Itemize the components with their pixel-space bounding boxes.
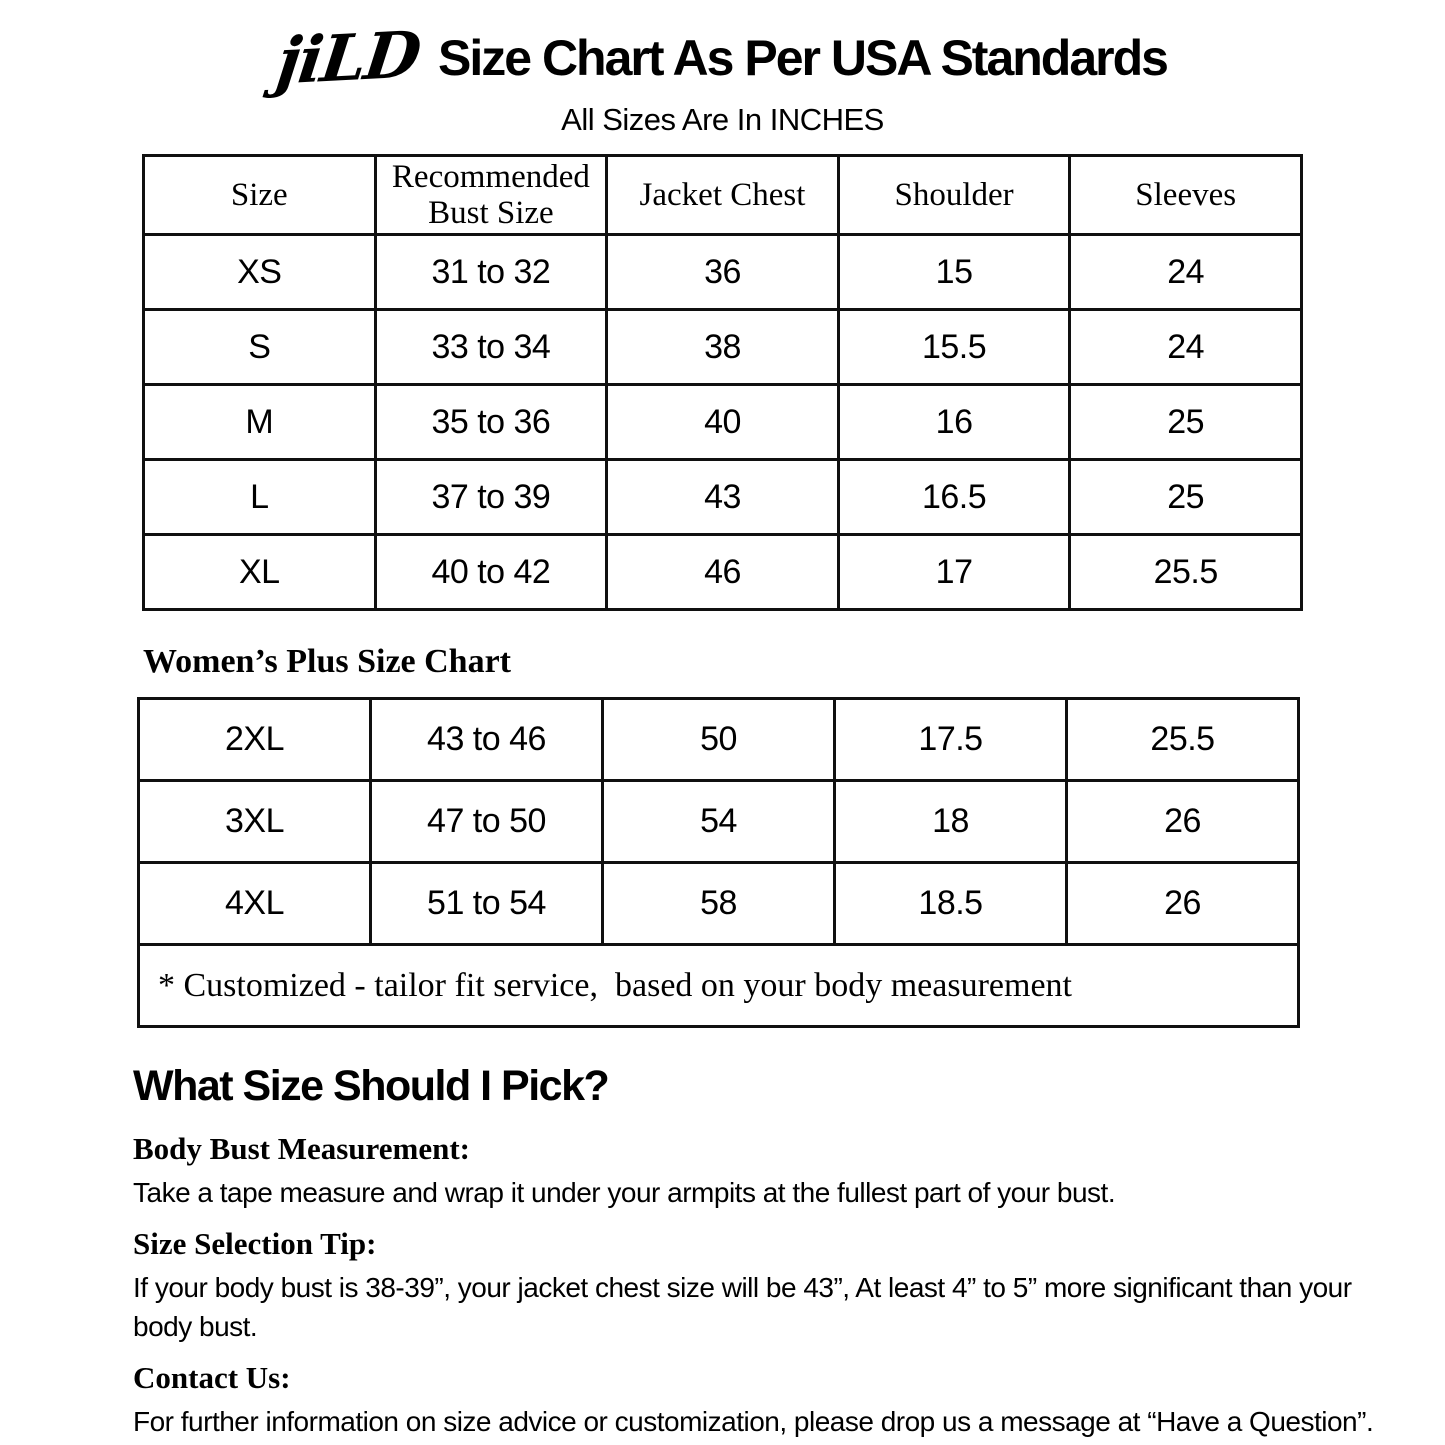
section-heading: Size Selection Tip: — [133, 1226, 377, 1261]
bust-cell: 40 to 42 — [375, 535, 607, 610]
table-header-row — [144, 156, 1302, 235]
shoulder-cell: 17.5 — [835, 699, 1067, 781]
section-text: Take a tape measure and wrap it under your armpits at the fullest part of your bust. — [133, 1177, 1116, 1208]
section-heading: Contact Us: — [133, 1360, 291, 1395]
jacket-chest-cell: 50 — [603, 699, 835, 781]
bust-cell: 35 to 36 — [375, 385, 607, 460]
section-size-selection-tip — [133, 1226, 1395, 1346]
sleeves-cell: 26 — [1067, 781, 1299, 863]
table-row-note — [139, 945, 1299, 1027]
shoulder-cell: 18.5 — [835, 863, 1067, 945]
section-body-bust-measurement — [133, 1131, 1395, 1212]
plus-size-chart-table — [137, 697, 1300, 1028]
sleeves-cell: 24 — [1070, 235, 1302, 310]
size-cell: XL — [144, 535, 376, 610]
jacket-chest-cell: 36 — [607, 235, 839, 310]
brand-logo: jiLD — [272, 16, 424, 100]
table-row-2xl — [139, 699, 1299, 781]
jacket-chest-cell: 58 — [603, 863, 835, 945]
plus-size-chart-title: Women’s Plus Size Chart — [143, 643, 512, 680]
jacket-chest-cell: 40 — [607, 385, 839, 460]
jacket-chest-cell: 43 — [607, 460, 839, 535]
column-header-sleeves: Sleeves — [1070, 156, 1302, 235]
sleeves-cell: 25 — [1070, 385, 1302, 460]
column-header-shoulder: Shoulder — [838, 156, 1070, 235]
column-header-size: Size — [144, 156, 376, 235]
shoulder-cell: 15 — [838, 235, 1070, 310]
column-header-bust: Recommended Bust Size — [375, 156, 607, 235]
table-row-xs — [144, 235, 1302, 310]
section-text: For further information on size advice or customization, please drop us a message at “Have a Question”. — [133, 1406, 1374, 1437]
page-header — [0, 0, 1445, 138]
size-cell: 2XL — [139, 699, 371, 781]
jacket-chest-cell: 46 — [607, 535, 839, 610]
jacket-chest-cell: 54 — [603, 781, 835, 863]
sleeves-cell: 25.5 — [1070, 535, 1302, 610]
page-title: Size Chart As Per USA Standards — [438, 30, 1167, 86]
customized-note: * Customized - tailor fit service, based on your body measurement — [139, 945, 1299, 1027]
table-row-xl — [144, 535, 1302, 610]
shoulder-cell: 17 — [838, 535, 1070, 610]
sleeves-cell: 25 — [1070, 460, 1302, 535]
sleeves-cell: 24 — [1070, 310, 1302, 385]
bust-cell: 47 to 50 — [371, 781, 603, 863]
size-cell: L — [144, 460, 376, 535]
table-row-4xl — [139, 863, 1299, 945]
table-row-m — [144, 385, 1302, 460]
size-cell: M — [144, 385, 376, 460]
section-contact-us — [133, 1360, 1395, 1441]
table-row-s — [144, 310, 1302, 385]
size-cell: XS — [144, 235, 376, 310]
jacket-chest-cell: 38 — [607, 310, 839, 385]
shoulder-cell: 18 — [835, 781, 1067, 863]
title-row — [0, 18, 1445, 98]
shoulder-cell: 16.5 — [838, 460, 1070, 535]
section-heading: Body Bust Measurement: — [133, 1131, 470, 1166]
guide-title: What Size Should I Pick? — [133, 1062, 609, 1110]
bust-cell: 51 to 54 — [371, 863, 603, 945]
section-text: body bust. — [133, 1311, 258, 1342]
section-text: If your body bust is 38-39”, your jacket chest size will be 43”, At least 4” to 5” more significant than your — [133, 1272, 1352, 1303]
sleeves-cell: 26 — [1067, 863, 1299, 945]
size-cell: 3XL — [139, 781, 371, 863]
column-header-jacket-chest: Jacket Chest — [607, 156, 839, 235]
bust-cell: 43 to 46 — [371, 699, 603, 781]
size-guide — [133, 1062, 1395, 1441]
bust-cell: 33 to 34 — [375, 310, 607, 385]
bust-cell: 31 to 32 — [375, 235, 607, 310]
shoulder-cell: 15.5 — [838, 310, 1070, 385]
shoulder-cell: 16 — [838, 385, 1070, 460]
sleeves-cell: 25.5 — [1067, 699, 1299, 781]
size-chart-table — [142, 154, 1303, 611]
size-cell: 4XL — [139, 863, 371, 945]
bust-cell: 37 to 39 — [375, 460, 607, 535]
table-row-l — [144, 460, 1302, 535]
table-row-3xl — [139, 781, 1299, 863]
size-chart-header — [144, 156, 1302, 235]
page-subtitle: All Sizes Are In INCHES — [561, 102, 884, 137]
size-cell: S — [144, 310, 376, 385]
